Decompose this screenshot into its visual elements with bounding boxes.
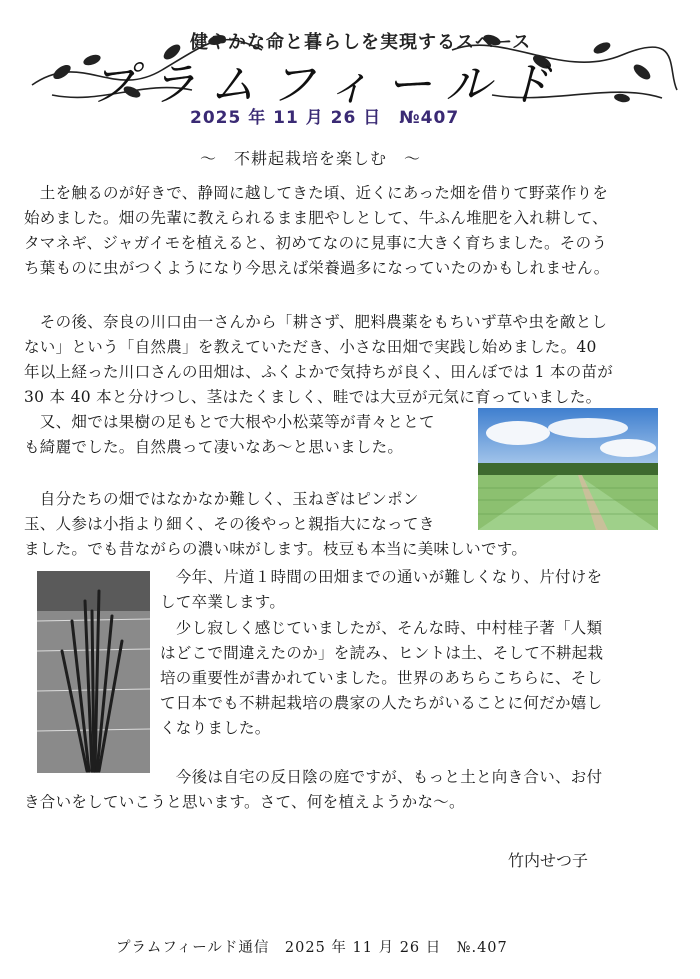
paragraph-4: 自分たちの畑ではなかなか難しく、玉ねぎはピンポン 玉、人参は小指より細く、その後やっと親指大になってき ました。でも昔ながらの濃い味がします。枝豆も本当に美味しいです。 xyxy=(24,490,528,558)
header-tagline: 健やかな命と暮らしを実現するスペース xyxy=(190,32,532,53)
author-name: 竹内せつ子 xyxy=(508,851,589,870)
issue-date: 2025 年 11 月 26 日 №407 xyxy=(190,108,460,128)
paragraph-3: 又、畑では果樹の足もとで大根や小松菜等が青々ととて も綺麗でした。自然農って凄いなあ～と思いました。 xyxy=(24,413,435,456)
paragraph-1: 土を触るのが好きで、静岡に越してきた頃、近くにあった畑を借りて野菜作りを 始めました。畑の先輩に教えられるまま肥やしとして、牛ふん堆肥を入れ耕して、 タマネギ、ジャガイモを植えると、初めてなのに見事に大きく育ちました。そのう ち葉ものに虫がつくようになり今思えば栄養過多になっていたのかもしれません。 xyxy=(24,184,610,277)
paragraph-6: 少し寂しく感じていましたが、そんな時、中村桂子著「人類 はどこで間違えたのか」を読み、ヒントは土、そして不耕起栽 培の重要性が書かれていました。世界のあちらこちらに、そし て日本でも不耕起栽培の農家の人たちがいることに何だか嬉し くなりました。 xyxy=(160,619,604,737)
paragraph-7: 今後は自宅の反日陰の庭ですが、もっと土と向き合い、お付 xyxy=(160,768,603,786)
paragraph-7-continued: き合いをしていこうと思います。さて、何を植えようかな～。 xyxy=(24,793,465,811)
rice-plant-photo xyxy=(37,571,150,773)
brand-title: プラムフィールド xyxy=(90,57,565,111)
article-title: ～ 不耕起栽培を楽しむ ～ xyxy=(200,149,422,168)
paragraph-5: 今年、片道１時間の田畑までの通いが難しくなり、片付けを して卒業します。 xyxy=(160,568,603,611)
paragraph-2: その後、奈良の川口由一さんから「耕さず、肥料農薬をもちいず草や虫を敵とし ない」という「自然農」を教えていただき、小さな田畑で実践し始めました。40 年以上経った川口さんの田畑は、ふくよかで気持ちが良く、田んぼでは 1 本の苗が 30 本 40 本と分けつし、茎はたくましく、畦では大豆が元気に育っていました。 xyxy=(24,313,614,406)
footer-text: プラムフィールド通信 2025 年 11 月 26 日 №.407 xyxy=(116,940,508,956)
